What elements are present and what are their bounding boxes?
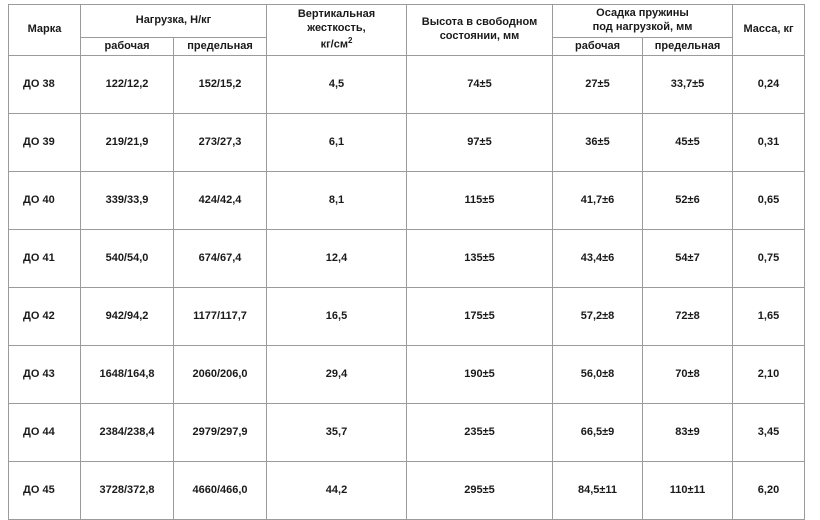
cell-load-limit: 152/15,2	[174, 56, 267, 114]
spring-specification-table	[8, 4, 805, 520]
cell-marka: ДО 40	[9, 172, 81, 230]
cell-stiffness: 12,4	[267, 230, 407, 288]
cell-load-working: 540/54,0	[81, 230, 174, 288]
cell-free-height: 115±5	[407, 172, 553, 230]
cell-stiffness: 4,5	[267, 56, 407, 114]
cell-sag-limit: 110±11	[643, 462, 733, 520]
cell-load-working: 339/33,9	[81, 172, 174, 230]
cell-sag-limit: 45±5	[643, 114, 733, 172]
cell-load-limit: 674/67,4	[174, 230, 267, 288]
cell-sag-limit: 33,7±5	[643, 56, 733, 114]
stiffness-unit-superscript: 2	[347, 35, 353, 45]
cell-sag-working: 84,5±11	[553, 462, 643, 520]
column-header-load-group: Нагрузка, Н/кг	[81, 5, 267, 38]
cell-stiffness: 44,2	[267, 462, 407, 520]
column-header-sag-group	[553, 5, 733, 38]
cell-marka: ДО 44	[9, 404, 81, 462]
column-header-free-height	[407, 5, 553, 56]
cell-load-limit: 424/42,4	[174, 172, 267, 230]
table-header-row-top	[9, 5, 805, 38]
cell-mass: 0,31	[733, 114, 805, 172]
cell-load-limit: 273/27,3	[174, 114, 267, 172]
table-body	[9, 56, 805, 520]
stiffness-line-1: Вертикальная	[297, 8, 376, 21]
cell-load-working: 3728/372,8	[81, 462, 174, 520]
stiffness-line-3	[270, 36, 403, 52]
column-header-load-limit: предельная	[174, 37, 267, 56]
cell-marka: ДО 42	[9, 288, 81, 346]
cell-sag-working: 41,7±6	[553, 172, 643, 230]
cell-sag-working: 43,4±6	[553, 230, 643, 288]
cell-marka: ДО 39	[9, 114, 81, 172]
cell-stiffness: 29,4	[267, 346, 407, 404]
table-row	[9, 172, 805, 230]
sag-line-1: Осадка пружины	[596, 7, 689, 19]
cell-load-working: 1648/164,8	[81, 346, 174, 404]
sag-line-2: под нагрузкой, мм	[592, 20, 693, 33]
cell-mass: 0,65	[733, 172, 805, 230]
cell-mass: 3,45	[733, 404, 805, 462]
cell-mass: 1,65	[733, 288, 805, 346]
cell-stiffness: 35,7	[267, 404, 407, 462]
cell-load-limit: 2060/206,0	[174, 346, 267, 404]
cell-load-working: 942/94,2	[81, 288, 174, 346]
table-row	[9, 288, 805, 346]
column-header-marka: Марка	[9, 5, 81, 56]
cell-sag-working: 66,5±9	[553, 404, 643, 462]
cell-load-limit: 1177/117,7	[174, 288, 267, 346]
cell-sag-limit: 54±7	[643, 230, 733, 288]
cell-sag-working: 56,0±8	[553, 346, 643, 404]
cell-marka: ДО 43	[9, 346, 81, 404]
height-line-2: состоянии, мм	[439, 30, 520, 43]
cell-free-height: 235±5	[407, 404, 553, 462]
stiffness-line-2: жесткость,	[307, 21, 366, 34]
cell-stiffness: 8,1	[267, 172, 407, 230]
table-row	[9, 114, 805, 172]
cell-marka: ДО 45	[9, 462, 81, 520]
height-line-1: Высота в свободном	[421, 16, 538, 29]
table-row	[9, 56, 805, 114]
cell-marka: ДО 38	[9, 56, 81, 114]
cell-load-working: 2384/238,4	[81, 404, 174, 462]
cell-sag-working: 36±5	[553, 114, 643, 172]
table-row	[9, 462, 805, 520]
cell-load-limit: 4660/466,0	[174, 462, 267, 520]
cell-free-height: 175±5	[407, 288, 553, 346]
table-row	[9, 230, 805, 288]
table-row	[9, 346, 805, 404]
cell-sag-working: 57,2±8	[553, 288, 643, 346]
cell-free-height: 135±5	[407, 230, 553, 288]
cell-sag-limit: 52±6	[643, 172, 733, 230]
cell-stiffness: 6,1	[267, 114, 407, 172]
cell-marka: ДО 41	[9, 230, 81, 288]
cell-free-height: 74±5	[407, 56, 553, 114]
column-header-sag-working: рабочая	[553, 37, 643, 56]
cell-free-height: 97±5	[407, 114, 553, 172]
column-header-stiffness	[267, 5, 407, 56]
cell-sag-working: 27±5	[553, 56, 643, 114]
cell-free-height: 190±5	[407, 346, 553, 404]
cell-sag-limit: 72±8	[643, 288, 733, 346]
column-header-load-working: рабочая	[81, 37, 174, 56]
cell-sag-limit: 83±9	[643, 404, 733, 462]
column-header-mass: Масса, кг	[733, 5, 805, 56]
cell-free-height: 295±5	[407, 462, 553, 520]
cell-sag-limit: 70±8	[643, 346, 733, 404]
table-header	[9, 5, 805, 56]
cell-mass: 2,10	[733, 346, 805, 404]
table-row	[9, 404, 805, 462]
column-header-sag-limit: предельная	[643, 37, 733, 56]
cell-load-working: 219/21,9	[81, 114, 174, 172]
cell-mass: 0,75	[733, 230, 805, 288]
cell-mass: 0,24	[733, 56, 805, 114]
stiffness-unit: кг/см	[320, 38, 348, 51]
cell-mass: 6,20	[733, 462, 805, 520]
cell-load-limit: 2979/297,9	[174, 404, 267, 462]
cell-load-working: 122/12,2	[81, 56, 174, 114]
cell-stiffness: 16,5	[267, 288, 407, 346]
